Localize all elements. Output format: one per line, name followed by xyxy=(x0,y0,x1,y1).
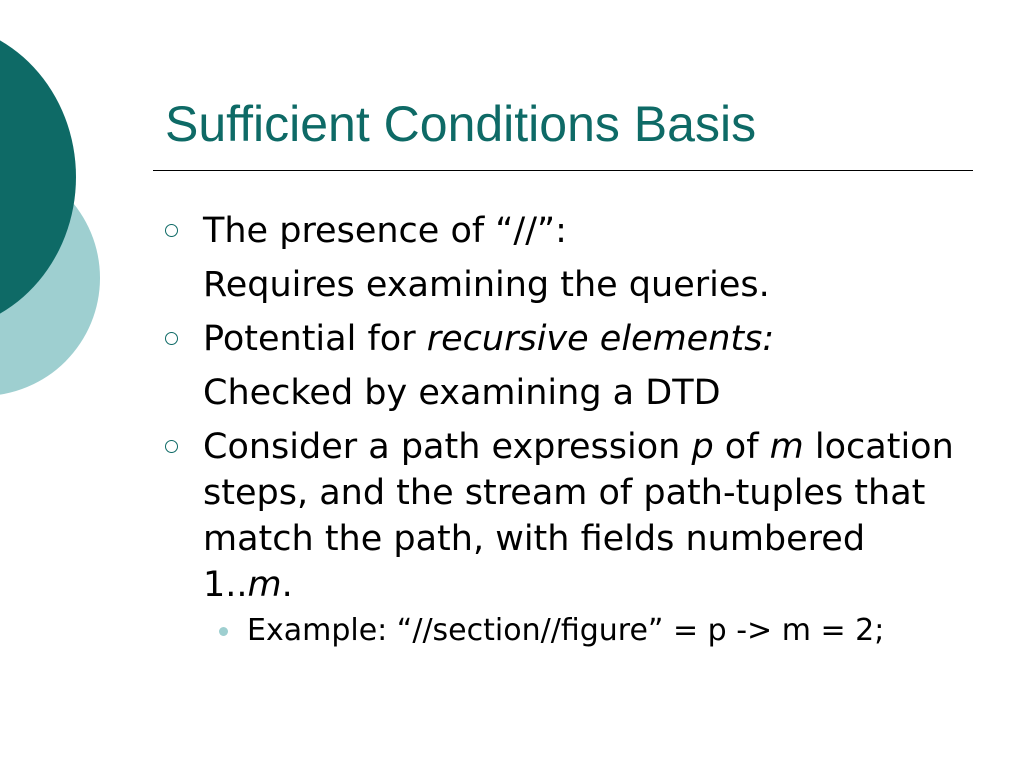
slide-title: Sufficient Conditions Basis xyxy=(165,96,757,152)
filled-dot-bullet-icon xyxy=(219,627,228,636)
hollow-circle-bullet-icon xyxy=(165,224,178,237)
hollow-circle-bullet-icon xyxy=(165,332,178,345)
bullet-text-part: location steps, and the stream of path-tuples that match the path, with fields numbered 1.. xyxy=(203,427,954,605)
sub-bullet-item xyxy=(247,612,947,649)
bullet-text-italic: recursive elements: xyxy=(426,319,775,359)
sub-bullet-text: Example: “//section//figure” = p -> m = 2; xyxy=(247,613,885,648)
bullet-continuation: Checked by examining a DTD xyxy=(203,373,721,413)
bullet-text-part: Consider a path expression xyxy=(203,427,692,467)
bullet-text: The presence of “//”: xyxy=(203,211,567,251)
bullet-item xyxy=(165,424,965,608)
title-divider xyxy=(153,170,973,171)
bullet-item xyxy=(165,208,965,254)
bullet-text-prefix: Potential for xyxy=(203,319,427,359)
variable-m: m xyxy=(247,565,282,605)
variable-p: p xyxy=(691,427,714,467)
bullet-item xyxy=(165,316,965,362)
variable-m: m xyxy=(769,427,804,467)
bullet-text-part: . xyxy=(281,565,293,605)
bullet-text-part: of xyxy=(713,427,770,467)
slide-body xyxy=(165,208,965,649)
hollow-circle-bullet-icon xyxy=(165,440,178,453)
bullet-continuation: Requires examining the queries. xyxy=(203,265,770,305)
